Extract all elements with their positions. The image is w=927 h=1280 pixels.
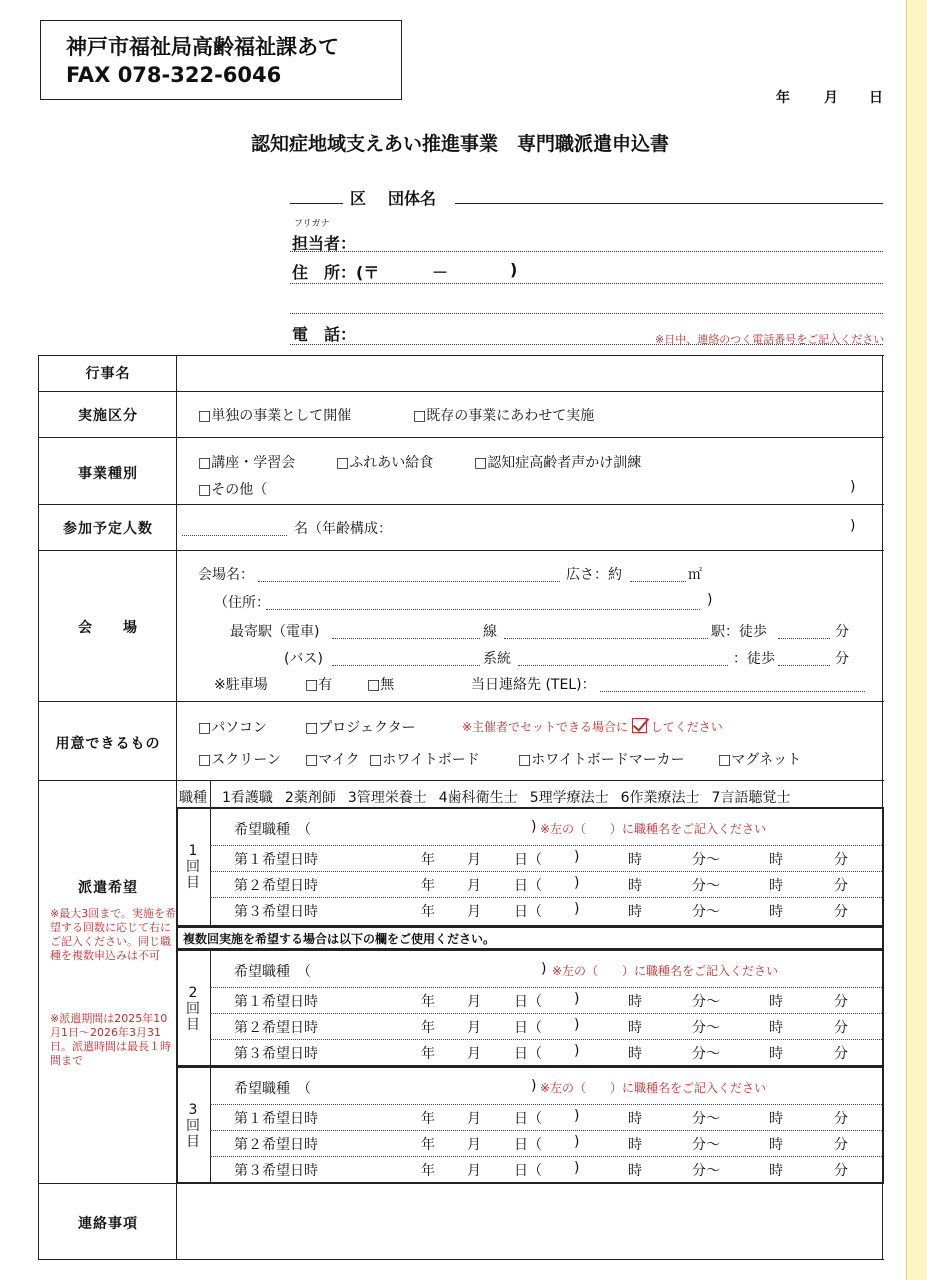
venue-label: 会 場 — [78, 620, 138, 636]
year-label: 年 — [421, 1163, 435, 1179]
equipment-microphone-checkbox[interactable]: □マイク — [305, 752, 360, 768]
month-label: 月 — [467, 994, 481, 1010]
table-border — [38, 391, 884, 392]
minute-from-label: 分～ — [692, 1020, 720, 1036]
day-close: ) — [574, 875, 580, 891]
group-name-label: 団体名 — [388, 189, 437, 208]
notes-label: 連絡事項 — [78, 1216, 138, 1232]
implementation-option-existing[interactable]: □既存の事業にあわせて実施 — [413, 408, 595, 424]
date-year-label: 年 — [776, 90, 790, 106]
desired-job-close: ) — [531, 819, 537, 835]
day-close: ) — [574, 991, 580, 1007]
station-field[interactable] — [504, 638, 708, 639]
dispatch-label: 派遣希望 — [78, 880, 138, 896]
day-close: ) — [574, 1108, 580, 1124]
minute-from-label: 分～ — [692, 1046, 720, 1062]
date-month-label: 月 — [824, 90, 838, 106]
hour-to-label: 時 — [769, 904, 783, 920]
equipment-label: 用意できるもの — [55, 736, 161, 752]
minute-from-label: 分～ — [692, 1163, 720, 1179]
parking-yes-checkbox[interactable]: □有 — [305, 677, 333, 693]
equipment-whiteboard-checkbox[interactable]: □ホワイトボード — [369, 752, 480, 768]
job-type-item: 2薬剤師 — [284, 790, 336, 806]
preference-label: 第１希望日時 — [234, 994, 318, 1010]
preference-label: 第２希望日時 — [234, 878, 318, 894]
table-border — [38, 437, 884, 438]
round-divider — [210, 949, 211, 1067]
bus-walk-minutes-field[interactable] — [778, 665, 830, 666]
table-border — [38, 504, 884, 505]
contact-person-label: 担当者： — [292, 234, 357, 253]
dispatch-note-period: ※派遣期間は2025年10月1日～2026年3月31日。派遣時間は最長１時間まで — [50, 1012, 171, 1067]
desired-job-label: 希望職種 （ — [234, 822, 311, 838]
table-border — [38, 701, 884, 702]
bus-stop-field[interactable] — [518, 665, 728, 666]
equipment-pc-checkbox[interactable]: □パソコン — [198, 720, 267, 736]
station-walk-minutes-field[interactable] — [778, 638, 830, 639]
participants-unit: 名（年齢構成： — [294, 521, 392, 537]
equipment-note — [462, 718, 723, 735]
day-label: 日（ — [514, 878, 542, 894]
business-type-other-close: ) — [850, 479, 856, 495]
bus-route-field[interactable] — [332, 665, 480, 666]
address-close: ) — [510, 260, 518, 279]
address-to: 神戸市福祉局高齢福祉課あて — [66, 35, 339, 59]
row-separator — [210, 845, 882, 846]
phone-note: ※日中、連絡のつく電話番号をご記入ください — [655, 333, 885, 346]
venue-name-label: 会場名： — [198, 567, 254, 583]
business-type-training[interactable]: □認知症高齢者声かけ訓練 — [474, 455, 642, 471]
round-divider — [210, 807, 211, 927]
desired-job-note: ※左の（ ）に職種名をご記入ください — [552, 964, 779, 978]
row-separator — [210, 1156, 882, 1157]
hour-to-label: 時 — [769, 994, 783, 1010]
job-type-item: 7言語聴覚士 — [711, 790, 791, 806]
desired-job-field[interactable] — [330, 817, 530, 837]
desired-job-note: ※左の（ ）に職種名をご記入ください — [540, 1081, 767, 1095]
desired-job-note: ※左の（ ）に職種名をご記入ください — [540, 822, 767, 836]
minute-to-label: 分 — [834, 1137, 848, 1153]
day-close: ) — [574, 1017, 580, 1033]
equipment-magnet-checkbox[interactable]: □マグネット — [718, 752, 802, 768]
day-contact-field[interactable] — [600, 691, 865, 692]
minute-to-label: 分 — [834, 878, 848, 894]
minute-from-label: 分～ — [692, 994, 720, 1010]
job-type-item: 1看護職 — [222, 790, 273, 806]
preference-label: 第３希望日時 — [234, 1046, 318, 1062]
hour-to-label: 時 — [769, 852, 783, 868]
year-label: 年 — [421, 852, 435, 868]
row-separator — [210, 871, 882, 872]
dispatch-note-limits: ※最大3回まで。実施を希望する回数に応じて右にご記入ください。同じ職種を複数申込みは不可 — [50, 907, 176, 962]
parking-no-checkbox[interactable]: □無 — [367, 677, 395, 693]
address-field-1[interactable] — [290, 283, 883, 284]
bus-route-label: 系統 — [483, 651, 511, 667]
event-name-label: 行事名 — [85, 366, 131, 382]
month-label: 月 — [467, 1111, 481, 1127]
event-name-field[interactable] — [180, 358, 880, 388]
year-label: 年 — [421, 1046, 435, 1062]
desired-job-close: ) — [541, 961, 547, 977]
hour-to-label: 時 — [769, 1137, 783, 1153]
year-label: 年 — [421, 1111, 435, 1127]
hour-to-label: 時 — [769, 1046, 783, 1062]
business-type-lecture[interactable]: □講座・学習会 — [198, 455, 296, 471]
implementation-option-standalone[interactable]: □単独の事業として開催 — [198, 408, 352, 424]
hour-to-label: 時 — [769, 1020, 783, 1036]
year-label: 年 — [421, 878, 435, 894]
ward-label: 区 — [350, 189, 367, 208]
hour-from-label: 時 — [628, 1111, 642, 1127]
equipment-note-after: してください — [650, 720, 723, 734]
month-label: 月 — [467, 878, 481, 894]
minute-to-label: 分 — [834, 1046, 848, 1062]
minute-to-label: 分 — [834, 994, 848, 1010]
day-close: ) — [574, 849, 580, 865]
row-separator — [210, 897, 882, 898]
minute-from-label: 分～ — [692, 1111, 720, 1127]
hour-from-label: 時 — [628, 1020, 642, 1036]
hour-from-label: 時 — [628, 1163, 642, 1179]
implementation-label: 実施区分 — [78, 408, 138, 424]
day-label: 日（ — [514, 1046, 542, 1062]
minute-from-label: 分～ — [692, 852, 720, 868]
round-label: 2回目 — [186, 985, 200, 1033]
hour-to-label: 時 — [769, 1163, 783, 1179]
venue-area-label: 広さ：約 — [566, 567, 622, 583]
month-label: 月 — [467, 1137, 481, 1153]
row-separator — [210, 1013, 882, 1014]
minute-to-label: 分 — [834, 1163, 848, 1179]
day-close: ) — [574, 901, 580, 917]
desired-job-close: ) — [531, 1078, 537, 1094]
job-type-item: 4歯科衛生士 — [438, 790, 518, 806]
minute-to-label: 分 — [834, 1020, 848, 1036]
venue-address-label: （住所： — [214, 595, 270, 611]
preference-label: 第３希望日時 — [234, 1163, 318, 1179]
round-label: 3回目 — [186, 1102, 200, 1150]
desired-job-field[interactable] — [330, 959, 530, 979]
business-type-meal[interactable]: □ふれあい給食 — [336, 455, 434, 471]
hour-to-label: 時 — [769, 1111, 783, 1127]
train-line-field[interactable] — [332, 638, 480, 639]
month-label: 月 — [467, 1163, 481, 1179]
venue-area-unit: ㎡ — [688, 567, 702, 583]
day-close: ) — [574, 1043, 580, 1059]
bus-label: (バス) — [284, 651, 323, 667]
table-border — [38, 355, 884, 356]
round-label: 1回目 — [186, 843, 200, 891]
phone-label: 電 話： — [292, 325, 357, 344]
equipment-screen-checkbox[interactable]: □スクリーン — [198, 752, 281, 768]
hour-from-label: 時 — [628, 1137, 642, 1153]
train-line-label: 線 — [483, 624, 497, 640]
job-type-item: 6作業療法士 — [620, 790, 700, 806]
hour-from-label: 時 — [628, 878, 642, 894]
page-title: 認知症地域支えあい推進事業 専門職派遣申込書 — [250, 133, 669, 155]
business-type-other[interactable]: □その他（ — [198, 482, 268, 498]
check-mark-icon — [632, 718, 647, 733]
fax-number: FAX 078-322-6046 — [66, 63, 282, 87]
preference-label: 第２希望日時 — [234, 1137, 318, 1153]
address-label: 住 所：(〒 — [292, 263, 380, 282]
address-field-2[interactable] — [290, 313, 883, 314]
preference-label: 第２希望日時 — [234, 1020, 318, 1036]
day-label: 日（ — [514, 1163, 542, 1179]
bus-walk-label: ：徒歩 — [733, 651, 775, 667]
address-dash: － — [432, 263, 449, 282]
participants-close: ) — [850, 518, 856, 534]
minute-to-label: 分 — [834, 904, 848, 920]
year-label: 年 — [421, 1137, 435, 1153]
preference-label: 第１希望日時 — [234, 1111, 318, 1127]
desired-job-label: 希望職種 （ — [234, 964, 311, 980]
minute-to-label: 分 — [834, 852, 848, 868]
table-border — [38, 1259, 884, 1260]
venue-address-field[interactable] — [266, 609, 700, 610]
venue-area-field[interactable] — [630, 581, 686, 582]
contact-person-field[interactable] — [290, 251, 883, 252]
row-separator — [210, 987, 882, 988]
round-divider — [210, 1066, 211, 1184]
job-type-item: 5理学療法士 — [529, 790, 609, 806]
job-type-item: 3管理栄養士 — [347, 790, 427, 806]
hour-from-label: 時 — [628, 904, 642, 920]
minute-from-label: 分～ — [692, 1137, 720, 1153]
venue-address-close: ) — [707, 592, 713, 608]
row-separator — [210, 1130, 882, 1131]
phone-field[interactable] — [290, 344, 883, 345]
day-label: 日（ — [514, 1020, 542, 1036]
participants-label: 参加予定人数 — [63, 521, 153, 537]
year-label: 年 — [421, 994, 435, 1010]
table-border — [38, 355, 39, 1260]
day-label: 日（ — [514, 904, 542, 920]
day-contact-label: 当日連絡先 (TEL)： — [471, 677, 596, 693]
month-label: 月 — [467, 1046, 481, 1062]
venue-name-field[interactable] — [258, 581, 560, 582]
hour-to-label: 時 — [769, 878, 783, 894]
group-name-field[interactable] — [455, 203, 883, 204]
equipment-marker-checkbox[interactable]: □ホワイトボードマーカー — [518, 752, 685, 768]
participants-count-field[interactable] — [182, 535, 287, 536]
equipment-projector-checkbox[interactable]: □プロジェクター — [305, 720, 416, 736]
fax-destination-box — [40, 20, 402, 100]
business-type-label: 事業種別 — [78, 466, 138, 482]
month-label: 月 — [467, 1020, 481, 1036]
minute-from-label: 分～ — [692, 878, 720, 894]
desired-job-field[interactable] — [330, 1076, 530, 1096]
bus-walk-minutes-unit: 分 — [835, 651, 849, 667]
preference-label: 第１希望日時 — [234, 852, 318, 868]
table-border — [38, 780, 884, 781]
equipment-note-before: ※主催者でセットできる場合に — [462, 720, 629, 734]
furigana-label: フリガナ — [294, 219, 330, 229]
year-label: 年 — [421, 1020, 435, 1036]
station-walk-label: 駅：徒歩 — [711, 624, 767, 640]
day-label: 日（ — [514, 1137, 542, 1153]
table-border — [210, 780, 211, 808]
minute-to-label: 分 — [834, 1111, 848, 1127]
day-close: ) — [574, 1160, 580, 1176]
day-label: 日（ — [514, 1111, 542, 1127]
station-walk-minutes-unit: 分 — [835, 624, 849, 640]
desired-job-label: 希望職種 （ — [234, 1081, 311, 1097]
minute-from-label: 分～ — [692, 904, 720, 920]
day-label: 日（ — [514, 994, 542, 1010]
preference-label: 第３希望日時 — [234, 904, 318, 920]
job-types-list — [222, 787, 862, 807]
row-separator — [210, 1039, 882, 1040]
year-label: 年 — [421, 904, 435, 920]
nearest-station-label: 最寄駅（電車) — [230, 624, 320, 640]
job-types-label: 職種 — [179, 790, 207, 806]
hour-from-label: 時 — [628, 1046, 642, 1062]
row-separator — [210, 1104, 882, 1105]
month-label: 月 — [467, 852, 481, 868]
multi-round-note: 複数回実施を希望する場合は以下の欄をご使用ください。 — [183, 932, 496, 946]
notes-field[interactable] — [180, 1187, 880, 1257]
hour-from-label: 時 — [628, 852, 642, 868]
table-border — [38, 550, 884, 551]
parking-label: ※駐車場 — [214, 677, 268, 693]
month-label: 月 — [467, 904, 481, 920]
hour-from-label: 時 — [628, 994, 642, 1010]
date-day-label: 日 — [869, 90, 883, 106]
page-edge — [906, 0, 927, 1280]
day-label: 日（ — [514, 852, 542, 868]
day-close: ) — [574, 1134, 580, 1150]
ward-field[interactable] — [290, 203, 343, 204]
